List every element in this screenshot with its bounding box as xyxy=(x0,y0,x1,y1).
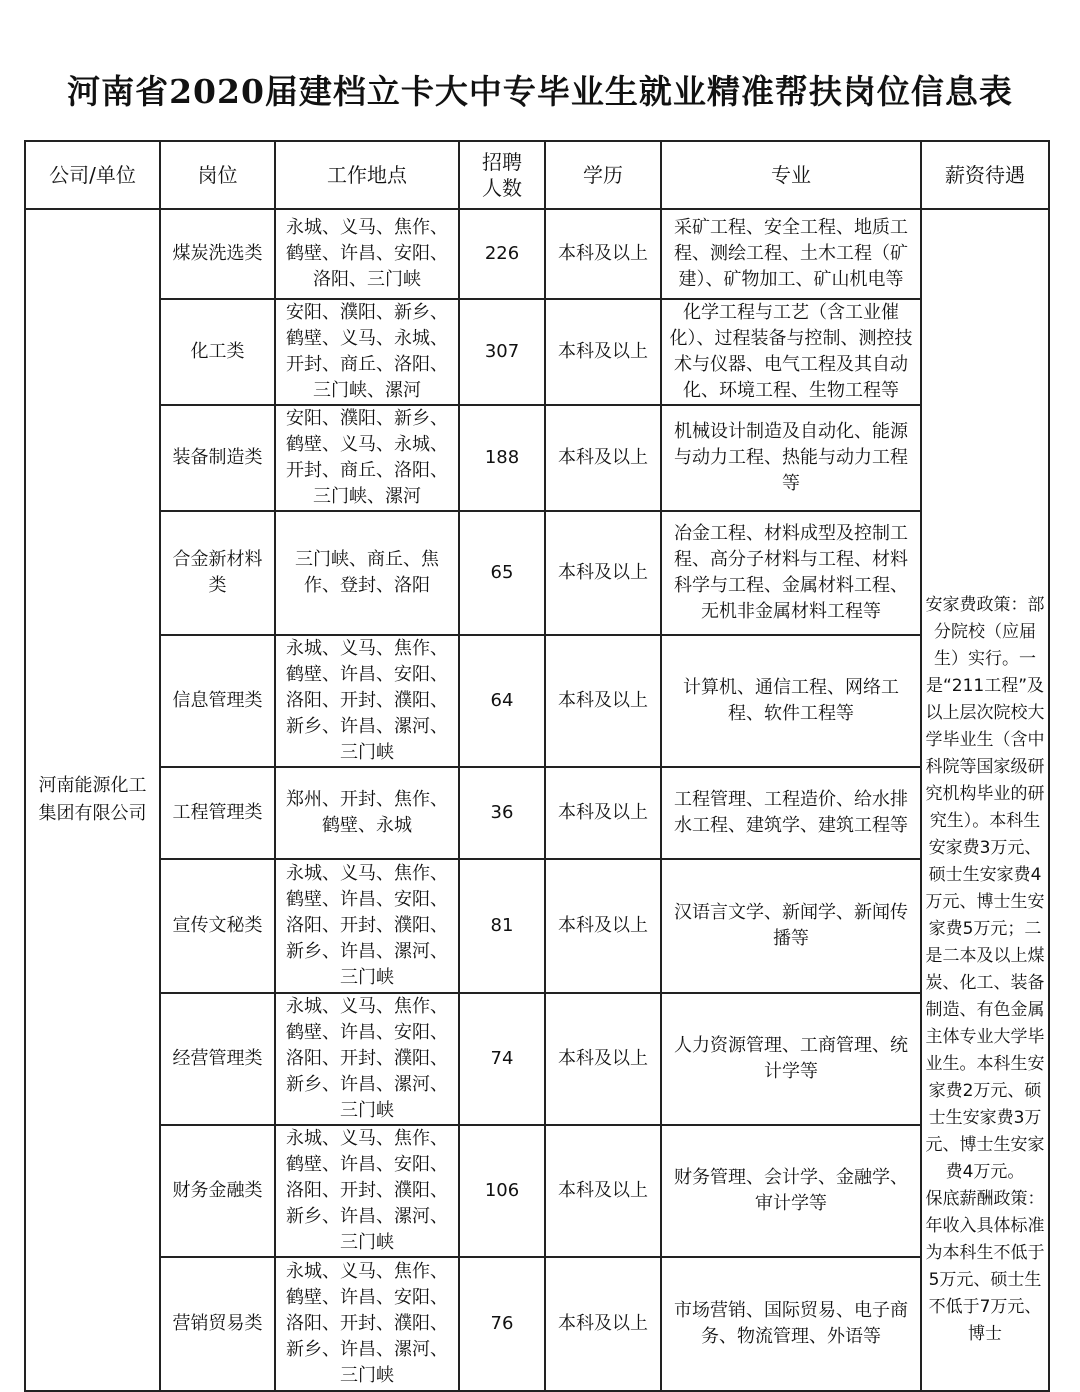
location-cell: 永城、义马、焦作、鹤壁、许昌、安阳、洛阳、三门峡 xyxy=(275,209,459,299)
education-cell: 本科及以上 xyxy=(545,511,661,635)
table-row xyxy=(25,1257,1049,1391)
job-info-table xyxy=(24,140,1050,1392)
headcount-cell: 64 xyxy=(459,635,545,767)
header-position: 岗位 xyxy=(160,141,275,209)
header-row xyxy=(25,141,1049,209)
page-title: 河南省2020届建档立卡大中专毕业生就业精准帮扶岗位信息表 xyxy=(67,72,1013,111)
position-cell: 工程管理类 xyxy=(160,767,275,859)
education-cell: 本科及以上 xyxy=(545,993,661,1125)
location-cell: 安阳、濮阳、新乡、鹤壁、义马、永城、开封、商丘、洛阳、三门峡、漯河 xyxy=(275,299,459,405)
major-cell: 机械设计制造及自动化、能源与动力工程、热能与动力工程等 xyxy=(661,405,921,511)
major-cell: 冶金工程、材料成型及控制工程、高分子材料与工程、材料科学与工程、金属材料工程、无机非金属材料工程等 xyxy=(661,511,921,635)
education-cell: 本科及以上 xyxy=(545,299,661,405)
headcount-cell: 226 xyxy=(459,209,545,299)
major-cell: 化学工程与工艺（含工业催化）、过程装备与控制、测控技术与仪器、电气工程及其自动化、环境工程、生物工程等 xyxy=(661,299,921,405)
position-cell: 经营管理类 xyxy=(160,993,275,1125)
table-row xyxy=(25,209,1049,299)
education-cell: 本科及以上 xyxy=(545,209,661,299)
major-cell: 人力资源管理、工商管理、统计学等 xyxy=(661,993,921,1125)
table-row xyxy=(25,1125,1049,1257)
headcount-cell: 106 xyxy=(459,1125,545,1257)
education-cell: 本科及以上 xyxy=(545,1257,661,1391)
major-cell: 计算机、通信工程、网络工程、软件工程等 xyxy=(661,635,921,767)
table-row xyxy=(25,767,1049,859)
salary-policy-housing: 安家费政策：部分院校（应届生）实行。一是“211工程”及以上层次院校大学毕业生（含中科院等国家级研究机构毕业的研究生）。本科生安家费3万元、硕士生安家费4万元、博士生安家费5万元；二是二本及以上煤炭、化工、装备制造、有色金属主体专业大学毕业生。本科生安家费2万元、硕士生安家费3万元、博士生安家费4万元。 xyxy=(925,595,1045,1182)
headcount-cell: 76 xyxy=(459,1257,545,1391)
headcount-cell: 307 xyxy=(459,299,545,405)
table-row xyxy=(25,993,1049,1125)
header-education: 学历 xyxy=(545,141,661,209)
education-cell: 本科及以上 xyxy=(545,635,661,767)
header-headcount: 招聘人数 xyxy=(459,141,545,209)
headcount-cell: 65 xyxy=(459,511,545,635)
major-cell: 采矿工程、安全工程、地质工程、测绘工程、土木工程（矿建）、矿物加工、矿山机电等 xyxy=(661,209,921,299)
table-row xyxy=(25,511,1049,635)
location-cell: 永城、义马、焦作、鹤壁、许昌、安阳、洛阳、开封、濮阳、新乡、许昌、漯河、三门峡 xyxy=(275,1125,459,1257)
location-cell: 永城、义马、焦作、鹤壁、许昌、安阳、洛阳、开封、濮阳、新乡、许昌、漯河、三门峡 xyxy=(275,993,459,1125)
header-location: 工作地点 xyxy=(275,141,459,209)
education-cell: 本科及以上 xyxy=(545,767,661,859)
salary-policy-minimum: 保底薪酬政策：年收入具体标准为本科生不低于5万元、硕士生不低于7万元、博士 xyxy=(925,1189,1045,1344)
location-cell: 永城、义马、焦作、鹤壁、许昌、安阳、洛阳、开封、濮阳、新乡、许昌、漯河、三门峡 xyxy=(275,859,459,993)
company-name: 河南能源化工集团有限公司 xyxy=(25,209,160,1391)
header-salary: 薪资待遇 xyxy=(921,141,1049,209)
position-cell: 信息管理类 xyxy=(160,635,275,767)
table-row xyxy=(25,405,1049,511)
headcount-cell: 74 xyxy=(459,993,545,1125)
position-cell: 装备制造类 xyxy=(160,405,275,511)
position-cell: 营销贸易类 xyxy=(160,1257,275,1391)
salary-cell xyxy=(921,209,1049,1391)
position-cell: 煤炭洗选类 xyxy=(160,209,275,299)
headcount-cell: 188 xyxy=(459,405,545,511)
header-major: 专业 xyxy=(661,141,921,209)
major-cell: 财务管理、会计学、金融学、审计学等 xyxy=(661,1125,921,1257)
education-cell: 本科及以上 xyxy=(545,405,661,511)
education-cell: 本科及以上 xyxy=(545,859,661,993)
table-row xyxy=(25,299,1049,405)
major-cell: 市场营销、国际贸易、电子商务、物流管理、外语等 xyxy=(661,1257,921,1391)
major-cell: 汉语言文学、新闻学、新闻传播等 xyxy=(661,859,921,993)
table-row xyxy=(25,635,1049,767)
table-row xyxy=(25,859,1049,993)
position-cell: 宣传文秘类 xyxy=(160,859,275,993)
location-cell: 永城、义马、焦作、鹤壁、许昌、安阳、洛阳、开封、濮阳、新乡、许昌、漯河、三门峡 xyxy=(275,635,459,767)
location-cell: 安阳、濮阳、新乡、鹤壁、义马、永城、开封、商丘、洛阳、三门峡、漯河 xyxy=(275,405,459,511)
major-cell: 工程管理、工程造价、给水排水工程、建筑学、建筑工程等 xyxy=(661,767,921,859)
location-cell: 永城、义马、焦作、鹤壁、许昌、安阳、洛阳、开封、濮阳、新乡、许昌、漯河、三门峡 xyxy=(275,1257,459,1391)
headcount-cell: 36 xyxy=(459,767,545,859)
position-cell: 合金新材料类 xyxy=(160,511,275,635)
position-cell: 化工类 xyxy=(160,299,275,405)
headcount-cell: 81 xyxy=(459,859,545,993)
location-cell: 三门峡、商丘、焦作、登封、洛阳 xyxy=(275,511,459,635)
header-company: 公司/单位 xyxy=(25,141,160,209)
location-cell: 郑州、开封、焦作、鹤壁、永城 xyxy=(275,767,459,859)
education-cell: 本科及以上 xyxy=(545,1125,661,1257)
position-cell: 财务金融类 xyxy=(160,1125,275,1257)
